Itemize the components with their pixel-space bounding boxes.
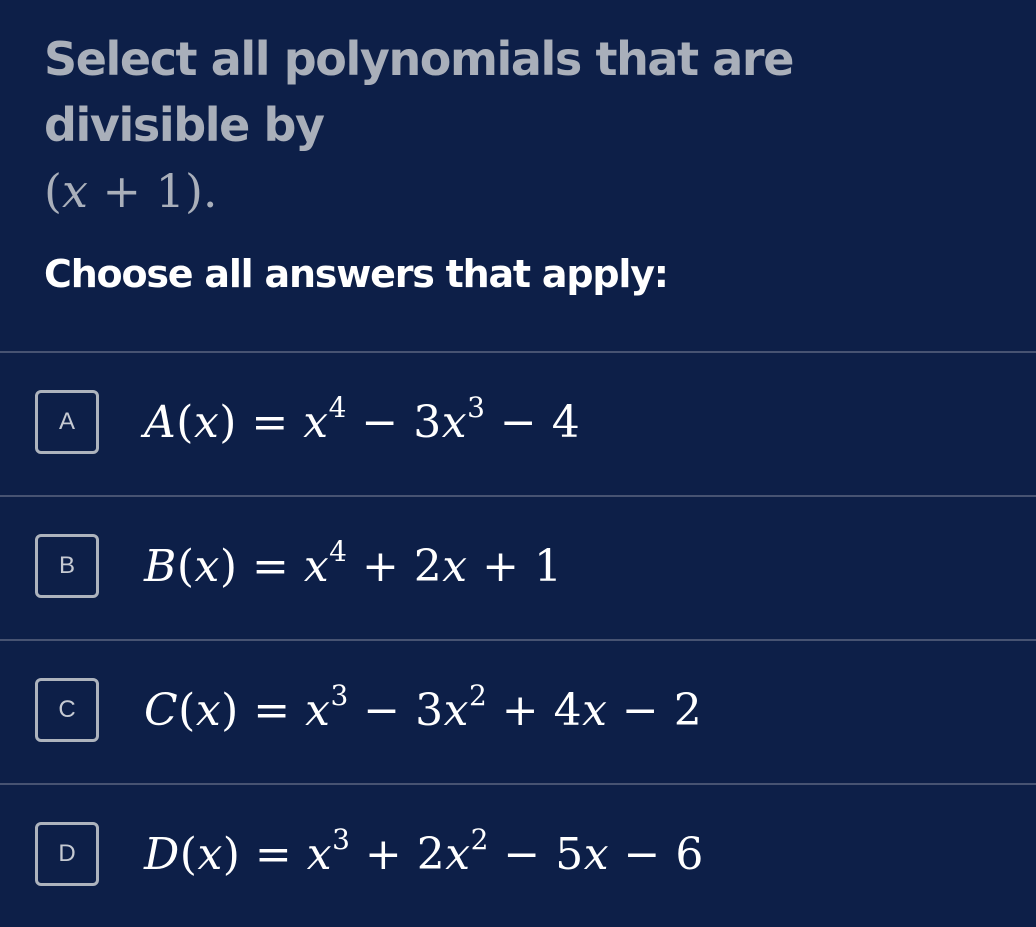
choice-b-expression: 𝐵(𝑥) = 𝑥$^4$ + 2𝑥 + 1 [144, 535, 563, 592]
choice-d[interactable] [0, 785, 1036, 927]
question-math: (𝑥 + 1). [44, 164, 218, 218]
choice-list [0, 351, 1036, 927]
choice-c[interactable] [0, 641, 1036, 783]
choice-a-expression: 𝐴(𝑥) = 𝑥$^4$ − 3𝑥$^3$ − 4 [144, 391, 581, 448]
choice-b[interactable] [0, 497, 1036, 639]
choice-b-checkbox[interactable]: B [35, 534, 99, 598]
choice-d-expression: 𝐷(𝑥) = 𝑥$^3$ + 2𝑥$^2$ − 5𝑥 − 6 [144, 823, 704, 880]
answer-prompt: Choose all answers that apply: [44, 252, 668, 296]
choice-a-checkbox[interactable]: A [35, 390, 99, 454]
question-text [44, 26, 1004, 224]
question-sentence: Select all polynomials that are divisible by [44, 32, 793, 152]
choice-a[interactable] [0, 353, 1036, 495]
choice-c-expression: 𝐶(𝑥) = 𝑥$^3$ − 3𝑥$^2$ + 4𝑥 − 2 [144, 679, 703, 736]
choice-d-checkbox[interactable]: D [35, 822, 99, 886]
choice-c-checkbox[interactable]: C [35, 678, 99, 742]
